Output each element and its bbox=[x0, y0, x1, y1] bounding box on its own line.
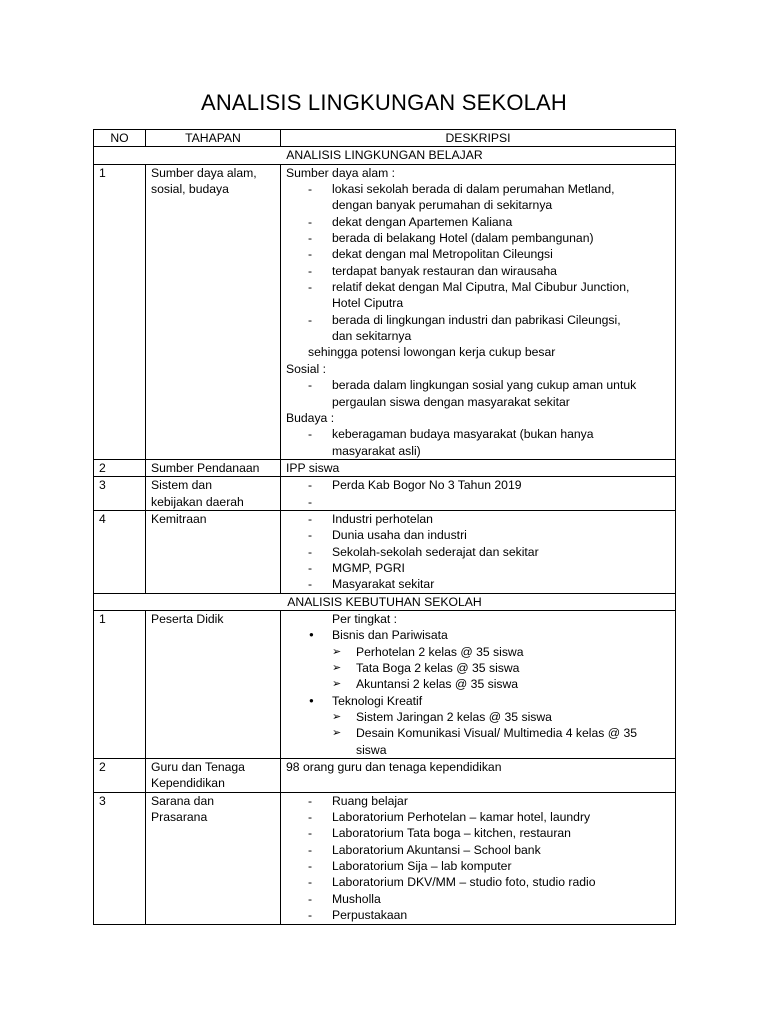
deskripsi-line: - Perda Kab Bogor No 3 Tahun 2019 bbox=[286, 477, 670, 493]
deskripsi-line: Per tingkat : bbox=[332, 611, 398, 626]
row-deskripsi bbox=[281, 477, 676, 511]
table-row bbox=[94, 759, 676, 793]
deskripsi-line: - Masyarakat sekitar bbox=[286, 576, 670, 592]
deskripsi-line: pergaulan siswa dengan masyarakat sekitar bbox=[332, 394, 570, 409]
row-number: 3 bbox=[94, 792, 146, 924]
row-deskripsi bbox=[281, 459, 676, 476]
table-row bbox=[94, 792, 676, 924]
deskripsi-line: ➢ Perhotelan 2 kelas @ 35 siswa bbox=[286, 644, 670, 660]
row-tahapan bbox=[146, 164, 281, 459]
row-number: 4 bbox=[94, 510, 146, 593]
tahapan-line: Peserta Didik bbox=[151, 611, 224, 626]
row-number: 2 bbox=[94, 459, 146, 476]
row-tahapan bbox=[146, 792, 281, 924]
analysis-table bbox=[93, 129, 676, 925]
deskripsi-line: - Dunia usaha dan industri bbox=[286, 527, 670, 543]
deskripsi-line: - terdapat banyak restauran dan wirausaha bbox=[286, 263, 670, 279]
table-row bbox=[94, 477, 676, 511]
deskripsi-line: sehingga potensi lowongan kerja cukup besar bbox=[308, 345, 556, 360]
deskripsi-line: ➢ Tata Boga 2 kelas @ 35 siswa bbox=[286, 660, 670, 676]
table-row bbox=[94, 610, 676, 758]
deskripsi-line: - Sekolah-sekolah sederajat dan sekitar bbox=[286, 544, 670, 560]
deskripsi-line: - Ruang belajar bbox=[286, 793, 670, 809]
section-row-school-needs bbox=[94, 593, 676, 610]
row-deskripsi bbox=[281, 792, 676, 924]
row-tahapan bbox=[146, 610, 281, 758]
row-tahapan bbox=[146, 759, 281, 793]
row-deskripsi bbox=[281, 164, 676, 459]
tahapan-line: Kependidikan bbox=[151, 776, 225, 791]
header-row bbox=[94, 130, 676, 147]
deskripsi-line: 98 orang guru dan tenaga kependidikan bbox=[286, 760, 502, 775]
deskripsi-line: - MGMP, PGRI bbox=[286, 560, 670, 576]
row-deskripsi bbox=[281, 510, 676, 593]
deskripsi-line: - Industri perhotelan bbox=[286, 511, 670, 527]
deskripsi-line: - Laboratorium Perhotelan – kamar hotel, laundry bbox=[286, 809, 670, 825]
section-title: ANALISIS LINGKUNGAN BELAJAR bbox=[94, 147, 676, 164]
row-tahapan bbox=[146, 477, 281, 511]
table-row bbox=[94, 510, 676, 593]
row-deskripsi bbox=[281, 759, 676, 793]
deskripsi-line: ➢ Desain Komunikasi Visual/ Multimedia 4 kelas @ 35 bbox=[286, 725, 670, 741]
tahapan-line: Sumber Pendanaan bbox=[151, 460, 260, 475]
deskripsi-line: - lokasi sekolah berada di dalam perumahan Metland, bbox=[286, 181, 670, 197]
deskripsi-line: - Laboratorium Akuntansi – School bank bbox=[286, 842, 670, 858]
row-number: 1 bbox=[94, 164, 146, 459]
tahapan-line: Prasarana bbox=[151, 810, 208, 825]
section-row-learning-environment bbox=[94, 147, 676, 164]
deskripsi-line: - Musholla bbox=[286, 891, 670, 907]
table-row bbox=[94, 459, 676, 476]
header-no: NO bbox=[94, 130, 146, 147]
deskripsi-line: - berada di belakang Hotel (dalam pembangunan) bbox=[286, 230, 670, 246]
tahapan-line: Sistem dan bbox=[151, 478, 212, 493]
tahapan-line: Guru dan Tenaga bbox=[151, 760, 245, 775]
deskripsi-line: masyarakat asli) bbox=[332, 443, 421, 458]
tahapan-line: Kemitraan bbox=[151, 511, 207, 526]
header-deskripsi: DESKRIPSI bbox=[281, 130, 676, 147]
deskripsi-line: Sumber daya alam : bbox=[286, 165, 396, 180]
deskripsi-line: Sosial : bbox=[286, 361, 326, 376]
tahapan-line: kebijakan daerah bbox=[151, 494, 244, 509]
row-deskripsi bbox=[281, 610, 676, 758]
row-tahapan bbox=[146, 510, 281, 593]
deskripsi-line: - Laboratorium Sija – lab komputer bbox=[286, 858, 670, 874]
document-title: ANALISIS LINGKUNGAN SEKOLAH bbox=[200, 90, 568, 115]
deskripsi-line: - Perpustakaan bbox=[286, 907, 670, 923]
deskripsi-line bbox=[286, 494, 670, 510]
header-tahapan: TAHAPAN bbox=[146, 130, 281, 147]
deskripsi-line: dan sekitarnya bbox=[332, 329, 412, 344]
deskripsi-line: siswa bbox=[356, 742, 387, 757]
deskripsi-line: dengan banyak perumahan di sekitarnya bbox=[332, 198, 553, 213]
deskripsi-line: - berada di lingkungan industri dan pabrikasi Cileungsi, bbox=[286, 312, 670, 328]
deskripsi-line: ➢ Akuntansi 2 kelas @ 35 siswa bbox=[286, 676, 670, 692]
tahapan-line: Sumber daya alam, bbox=[151, 165, 257, 180]
deskripsi-line: - relatif dekat dengan Mal Ciputra, Mal Cibubur Junction, bbox=[286, 279, 670, 295]
deskripsi-line: ➢ Sistem Jaringan 2 kelas @ 35 siswa bbox=[286, 709, 670, 725]
deskripsi-line: IPP siswa bbox=[286, 460, 340, 475]
deskripsi-line: Hotel Ciputra bbox=[332, 296, 404, 311]
row-number: 3 bbox=[94, 477, 146, 511]
row-number: 2 bbox=[94, 759, 146, 793]
deskripsi-line: - Laboratorium DKV/MM – studio foto, studio radio bbox=[286, 874, 670, 890]
deskripsi-line: Budaya : bbox=[286, 410, 335, 425]
deskripsi-line: - dekat dengan mal Metropolitan Cileungsi bbox=[286, 246, 670, 262]
deskripsi-line: - Laboratorium Tata boga – kitchen, restauran bbox=[286, 825, 670, 841]
deskripsi-line: - dekat dengan Apartemen Kaliana bbox=[286, 214, 670, 230]
deskripsi-line: - keberagaman budaya masyarakat (bukan hanya bbox=[286, 426, 670, 442]
row-number: 1 bbox=[94, 610, 146, 758]
row-tahapan bbox=[146, 459, 281, 476]
tahapan-line: Sarana dan bbox=[151, 793, 215, 808]
tahapan-line: sosial, budaya bbox=[151, 182, 229, 197]
deskripsi-line: ● Teknologi Kreatif bbox=[286, 693, 670, 709]
table-row bbox=[94, 164, 676, 459]
deskripsi-line: - berada dalam lingkungan sosial yang cukup aman untuk bbox=[286, 377, 670, 393]
deskripsi-line: ● Bisnis dan Pariwisata bbox=[286, 627, 670, 643]
section-title: ANALISIS KEBUTUHAN SEKOLAH bbox=[94, 593, 676, 610]
